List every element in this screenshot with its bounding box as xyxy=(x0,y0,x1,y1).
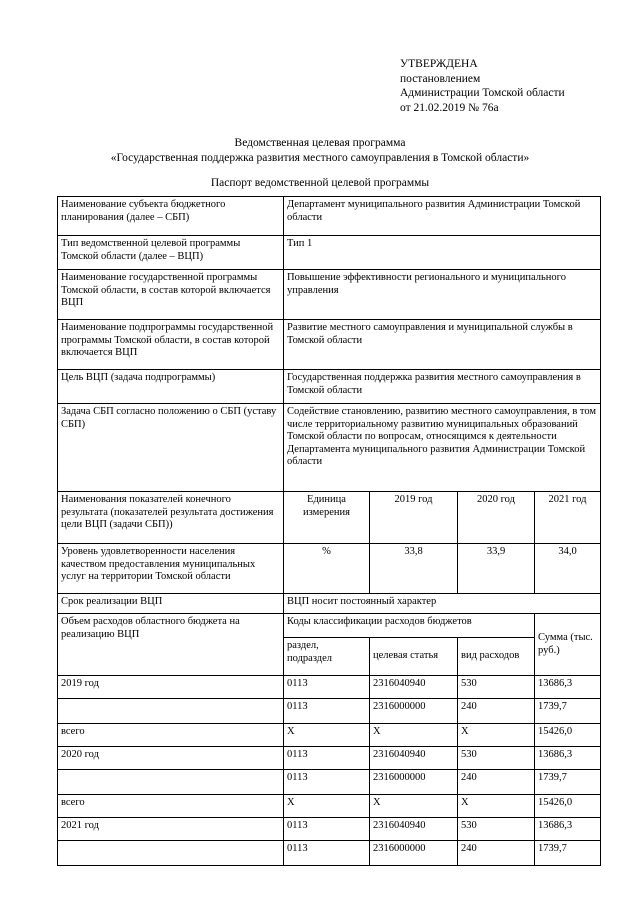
table-row xyxy=(58,492,601,544)
table-row xyxy=(58,699,601,724)
row-label: Тип ведомственной целевой программы Томской области (далее – ВЦП) xyxy=(58,236,284,270)
budget-line-label xyxy=(58,841,284,866)
approval-stamp xyxy=(400,57,565,115)
codes-header: Коды классификации расходов бюджетов xyxy=(284,614,535,638)
unit-value: % xyxy=(284,544,370,594)
target-header: целевая статья xyxy=(370,638,458,676)
document-title-line2: «Государственная поддержка развития местного самоуправления в Томской области» xyxy=(110,152,530,164)
budget-line-label: 2021 год xyxy=(58,818,284,841)
approval-line: от 21.02.2019 № 76а xyxy=(400,101,499,114)
row-label: Срок реализации ВЦП xyxy=(58,594,284,614)
indicator-value: 33,9 xyxy=(458,544,535,594)
row-value: Содействие становлению, развитию местного самоуправления, в том числе территориальному развитию муниципальных образований Томской области по вопросам, относящимся к деятельности Департамента муниципального развития Администрации Томской области xyxy=(284,404,601,492)
row-value: ВЦП носит постоянный характер xyxy=(284,594,601,614)
budget-sum: 13686,3 xyxy=(535,747,601,770)
budget-sum: 13686,3 xyxy=(535,676,601,699)
row-label: Наименование государственной программы Томской области, в состав которой включается ВЦП xyxy=(58,270,284,320)
table-row xyxy=(58,270,601,320)
year-header: 2021 год xyxy=(535,492,601,544)
budget-expense: 240 xyxy=(458,841,535,866)
expense-header: вид расходов xyxy=(458,638,535,676)
budget-expense: 530 xyxy=(458,818,535,841)
row-label: Наименование подпрограммы государственной программы Томской области, в состав которой включается ВЦП xyxy=(58,320,284,370)
table-row xyxy=(58,544,601,594)
table-row xyxy=(58,614,601,638)
budget-target: Х xyxy=(370,724,458,747)
unit-header: Единица измерения xyxy=(284,492,370,544)
budget-line-label xyxy=(58,699,284,724)
budget-target: 2316000000 xyxy=(370,699,458,724)
table-row xyxy=(58,404,601,492)
budget-section: 0113 xyxy=(284,770,370,795)
budget-section: 0113 xyxy=(284,699,370,724)
indicator-value: 34,0 xyxy=(535,544,601,594)
year-header: 2020 год xyxy=(458,492,535,544)
budget-expense: 530 xyxy=(458,676,535,699)
row-label: Задача СБП согласно положению о СБП (уставу СБП) xyxy=(58,404,284,492)
budget-target: 2316000000 xyxy=(370,841,458,866)
budget-target: Х xyxy=(370,795,458,818)
budget-sum: 1739,7 xyxy=(535,841,601,866)
budget-line-label: всего xyxy=(58,724,284,747)
section-header: раздел, подраздел xyxy=(284,638,370,676)
budget-sum: 1739,7 xyxy=(535,770,601,795)
table-row xyxy=(58,747,601,770)
row-value: Департамент муниципального развития Администрации Томской области xyxy=(284,197,601,236)
table-row xyxy=(58,724,601,747)
budget-section: 0113 xyxy=(284,818,370,841)
table-row xyxy=(58,676,601,699)
table-row xyxy=(58,320,601,370)
row-label: Наименования показателей конечного результата (показателей результата достижения цели ВЦП (задачи СБП)) xyxy=(58,492,284,544)
budget-expense: Х xyxy=(458,724,535,747)
row-value: Тип 1 xyxy=(284,236,601,270)
budget-target: 2316040940 xyxy=(370,747,458,770)
budget-expense: 530 xyxy=(458,747,535,770)
budget-line-label xyxy=(58,770,284,795)
indicator-value: 33,8 xyxy=(370,544,458,594)
table-row xyxy=(58,594,601,614)
approval-line: постановлением xyxy=(400,72,481,85)
passport-table xyxy=(57,196,601,866)
row-label: Наименование субъекта бюджетного планирования (далее – СБП) xyxy=(58,197,284,236)
table-row xyxy=(58,197,601,236)
budget-sum: 15426,0 xyxy=(535,795,601,818)
table-row xyxy=(58,818,601,841)
sum-header: Сумма (тыс. руб.) xyxy=(535,614,601,676)
budget-section: 0113 xyxy=(284,747,370,770)
row-value: Повышение эффективности регионального и муниципального управления xyxy=(284,270,601,320)
budget-section: 0113 xyxy=(284,676,370,699)
approval-line: УТВЕРЖДЕНА xyxy=(400,58,478,70)
budget-line-label: 2019 год xyxy=(58,676,284,699)
document-title-line1: Ведомственная целевая программа xyxy=(234,137,406,149)
table-row xyxy=(58,770,601,795)
budget-expense: 240 xyxy=(458,699,535,724)
budget-section: 0113 xyxy=(284,841,370,866)
budget-expense: Х xyxy=(458,795,535,818)
row-value: Государственная поддержка развития местного самоуправления в Томской области xyxy=(284,370,601,404)
row-label: Уровень удовлетворенности населения качеством предоставления муниципальных услуг на территории Томской области xyxy=(58,544,284,594)
budget-sum: 13686,3 xyxy=(535,818,601,841)
passport-heading: Паспорт ведомственной целевой программы xyxy=(210,177,430,189)
budget-sum: 1739,7 xyxy=(535,699,601,724)
table-row xyxy=(58,236,601,270)
budget-target: 2316040940 xyxy=(370,818,458,841)
table-row xyxy=(58,841,601,866)
row-label: Цель ВЦП (задача подпрограммы) xyxy=(58,370,284,404)
budget-section: Х xyxy=(284,724,370,747)
budget-target: 2316040940 xyxy=(370,676,458,699)
budget-target: 2316000000 xyxy=(370,770,458,795)
approval-line: Администрации Томской области xyxy=(400,87,565,99)
budget-sum: 15426,0 xyxy=(535,724,601,747)
row-value: Развитие местного самоуправления и муниципальной службы в Томской области xyxy=(284,320,601,370)
budget-section: Х xyxy=(284,795,370,818)
table-row xyxy=(58,370,601,404)
year-header: 2019 год xyxy=(370,492,458,544)
budget-expense: 240 xyxy=(458,770,535,795)
budget-line-label: всего xyxy=(58,795,284,818)
table-row xyxy=(58,795,601,818)
row-label: Объем расходов областного бюджета на реализацию ВЦП xyxy=(58,614,284,676)
budget-line-label: 2020 год xyxy=(58,747,284,770)
